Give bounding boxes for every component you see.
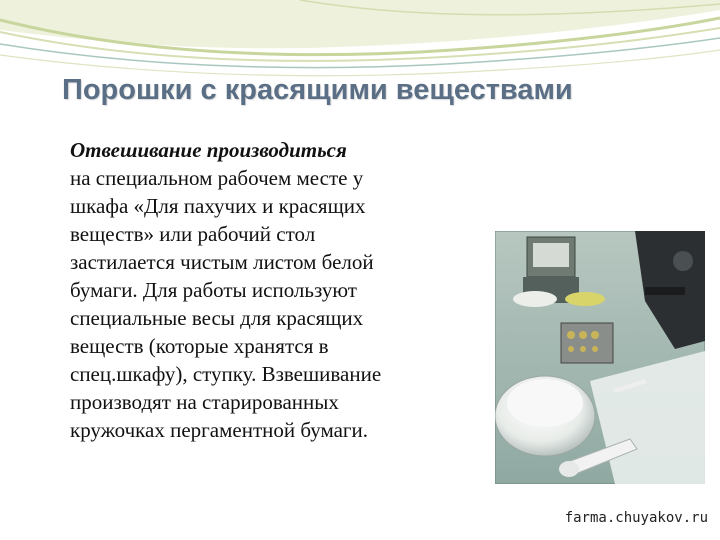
body-line: спец.шкафу), ступку. Взвешивание bbox=[70, 362, 382, 386]
body-line: бумаги. Для работы используют bbox=[70, 278, 357, 302]
slide-title: Порошки с красящими веществами bbox=[62, 74, 573, 106]
body-line: кружочках пергаментной бумаги. bbox=[70, 418, 369, 442]
body-line: застилается чистым листом белой bbox=[70, 250, 374, 274]
body-line: производят на старированных bbox=[70, 390, 339, 414]
body-line: шкафа «Для пахучих и красящих bbox=[70, 194, 366, 218]
body-line: веществ (которые хранятся в bbox=[70, 334, 329, 358]
lab-photo-icon bbox=[495, 231, 705, 484]
body-line: на специальном рабочем месте у bbox=[70, 166, 364, 190]
body-line-lead: Отвешивание производиться bbox=[70, 138, 347, 162]
body-line: специальные весы для красящих bbox=[70, 306, 364, 330]
body-line: веществ» или рабочий стол bbox=[70, 222, 316, 246]
slide-body-text bbox=[70, 136, 500, 444]
source-credit: farma.chuyakov.ru bbox=[564, 510, 708, 526]
